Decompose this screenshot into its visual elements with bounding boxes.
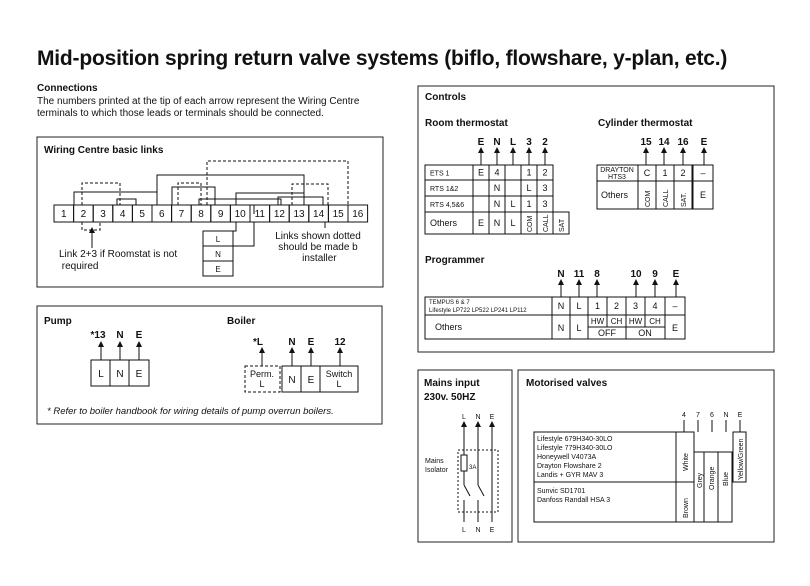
cell-text: N <box>493 218 501 228</box>
pump-arrow-3: E <box>135 330 143 341</box>
cell-text: 1 <box>526 167 532 178</box>
valve-terminal: 6 <box>710 412 714 419</box>
cell-text: – <box>700 168 706 178</box>
mains-top-l: L <box>462 414 466 421</box>
cell-text: E <box>477 218 485 228</box>
cell-text: 2 <box>542 167 548 178</box>
valve-terminal: 4 <box>682 412 686 419</box>
cell <box>473 180 489 196</box>
terminal-number: 4 <box>119 209 126 220</box>
programmer-table <box>425 297 685 339</box>
controls-panel <box>418 86 774 352</box>
pump-heading: Pump <box>44 316 72 327</box>
terminal-number: 12 <box>273 209 285 220</box>
cell-text: N <box>493 199 501 209</box>
terminal-number: 8 <box>198 209 204 220</box>
room-thermostat-arrows <box>478 137 549 165</box>
cell-text: L <box>526 183 532 193</box>
row-label: Others <box>435 322 463 332</box>
fuse-label: 3A <box>469 465 477 471</box>
terminal-number: 11 <box>254 209 265 220</box>
cell-text: 2 <box>613 301 620 311</box>
off-label: OFF <box>598 328 616 338</box>
valve-model: Lifestyle 779H340-30LO <box>537 445 613 452</box>
valves-heading: Motorised valves <box>526 378 608 389</box>
valve-model: Lifestyle 679H340-30LO <box>537 436 613 443</box>
programmer-arrows <box>557 269 679 297</box>
boiler-n: N <box>288 375 296 386</box>
cell-text: CH <box>610 317 623 326</box>
boiler-arrow-2: N <box>288 337 296 348</box>
boiler-perm: Perm. L <box>249 369 275 389</box>
arrow-label: 11 <box>573 269 585 280</box>
boiler-arrow-4: 12 <box>334 337 346 348</box>
valve-model: Drayton Flowshare 2 <box>537 463 602 470</box>
cell-text: 3 <box>542 199 548 209</box>
wire-yellow-green: Yellow/Green <box>738 438 745 480</box>
arrow-label: E <box>477 137 485 148</box>
cell-text: 1 <box>594 301 601 311</box>
mains-top-e: E <box>489 414 495 421</box>
terminal-number: 13 <box>293 209 305 220</box>
cell-text: SAT. <box>681 192 688 207</box>
cell-text: N <box>557 301 565 311</box>
wiring-centre-heading: Wiring Centre basic links <box>44 145 164 156</box>
valve-model: Landis + GYR MAV 3 <box>537 472 604 479</box>
pump-arrow-2: N <box>116 330 124 341</box>
wc-n: N <box>215 250 221 259</box>
terminal-number: 1 <box>61 209 67 220</box>
cell-text: C <box>643 168 651 178</box>
cylinder-thermostat-arrows <box>640 137 707 165</box>
arrow-label: 2 <box>542 137 548 148</box>
cell-text: N <box>493 183 501 193</box>
cell <box>473 196 489 212</box>
boiler-arrow-3: E <box>307 337 315 348</box>
cell <box>505 180 521 196</box>
cell <box>505 165 521 180</box>
wire-brown: Brown <box>683 498 690 518</box>
on-label: ON <box>638 328 652 338</box>
terminal-number: 9 <box>217 209 224 220</box>
boiler-e: E <box>307 375 315 386</box>
terminal-number: 2 <box>80 209 87 220</box>
row-label: HTS3 <box>608 174 626 181</box>
arrow-label: N <box>557 269 565 280</box>
pump-e: E <box>135 369 143 380</box>
controls-heading: Controls <box>425 92 467 103</box>
valve-terminal: N <box>723 412 729 419</box>
wire-blue: Blue <box>723 471 730 486</box>
cell-text: – <box>672 301 678 311</box>
boiler-heading: Boiler <box>227 316 256 327</box>
boiler-switch: Switch L <box>325 369 353 389</box>
row-label: ETS 1 <box>430 170 450 178</box>
arrow-label: E <box>672 269 680 280</box>
cell-text: E <box>699 190 707 200</box>
terminal-number: 3 <box>100 209 106 220</box>
pump-n: N <box>116 369 124 380</box>
pump-boiler-panel <box>37 306 382 424</box>
terminal-number: 10 <box>234 209 246 220</box>
valve-numbers <box>682 412 743 419</box>
row-label: RTS 4,5&6 <box>430 202 465 209</box>
valve-model: Honeywell V4073A <box>537 454 597 461</box>
isolator-label: Mains Isolator <box>425 458 448 474</box>
arrow-label: 10 <box>630 269 642 280</box>
valve-model: Sunvic SD1701 <box>537 488 586 495</box>
row-label: Others <box>430 218 458 228</box>
arrow-label: 16 <box>677 137 689 148</box>
connections-heading: Connections <box>37 83 98 94</box>
mains-sub: 230v. 50HZ <box>424 392 476 403</box>
cell-text: COM <box>645 190 652 207</box>
mains-heading: Mains input <box>424 378 480 389</box>
cell-text: HW <box>628 317 643 326</box>
wire-orange: Orange <box>709 466 716 490</box>
room-thermostat-heading: Room thermostat <box>425 118 508 129</box>
valves-panel <box>518 370 774 542</box>
cell-text: CALL <box>663 189 670 207</box>
arrow-label: L <box>509 137 517 148</box>
connections-text: The numbers printed at the tip of each arrow represent the Wiring Centre terminals to which those leads or terminals should be connected. <box>37 96 360 119</box>
row-label: RTS 1&2 <box>430 186 459 193</box>
wiring-centre-panel <box>37 137 383 287</box>
pump-l: L <box>98 369 104 380</box>
cell-text: L <box>576 301 582 311</box>
wc-l: L <box>215 235 221 244</box>
valve-model: Danfoss Randall HSA 3 <box>537 497 611 504</box>
cell-text: 1 <box>526 199 532 209</box>
row-label: DRAYTON <box>600 167 634 174</box>
cell-text: 4 <box>652 301 658 311</box>
cell-text: COM <box>527 215 534 232</box>
dotted-note: Links shown dotted should be made b installer <box>275 231 361 264</box>
cylinder-thermostat-heading: Cylinder thermostat <box>598 118 693 129</box>
arrow-label: E <box>700 137 708 148</box>
row-label: TEMPUS 6 & 7 <box>429 300 470 306</box>
terminal-number: 5 <box>139 209 145 220</box>
cell-text: 3 <box>632 301 639 311</box>
row-label: Lifestyle LP722 LP522 LP241 LP112 <box>429 308 527 314</box>
valve-group-1 <box>537 436 613 479</box>
valve-group-2 <box>537 488 610 504</box>
page-title: Mid-position spring return valve systems (biflo, flowshare, y-plan, etc.) <box>37 47 728 70</box>
link-note: Link 2+3 if Roomstat is not required <box>59 249 178 272</box>
cell-text: L <box>510 199 516 209</box>
cell-text: SAT <box>559 218 566 232</box>
cell-text: E <box>671 323 679 333</box>
mains-bot-n: N <box>475 527 481 534</box>
cell-text: L <box>576 323 582 333</box>
cell-text: L <box>510 218 516 228</box>
terminal-number: 16 <box>352 209 364 220</box>
cell-text: 1 <box>662 168 668 178</box>
cell-text: CH <box>649 317 661 326</box>
cell-text: E <box>477 167 485 178</box>
cell-text: CALL <box>543 214 550 232</box>
cell-text: 3 <box>542 183 548 193</box>
terminal-strip <box>54 205 368 222</box>
wire-white: White <box>683 453 690 471</box>
arrow-label: 15 <box>640 137 652 148</box>
arrow-label: N <box>493 137 501 148</box>
cylinder-thermostat-table <box>597 165 713 209</box>
boiler-arrow-1: *L <box>253 337 263 348</box>
terminal-number: 6 <box>159 209 165 220</box>
valve-terminal: 7 <box>696 412 700 419</box>
row-label: Others <box>601 190 629 200</box>
arrow-label: 9 <box>652 269 658 280</box>
arrow-label: 8 <box>594 269 600 280</box>
terminal-number: 15 <box>332 209 344 220</box>
cell-text: 4 <box>494 167 500 178</box>
mains-top-n: N <box>475 414 481 421</box>
mains-panel <box>418 370 512 542</box>
mains-bot-e: E <box>489 527 495 534</box>
programmer-heading: Programmer <box>425 255 485 266</box>
cell-text: HW <box>590 317 605 326</box>
cell-text: 2 <box>680 168 686 178</box>
wire-grey: Grey <box>697 472 704 488</box>
footnote: * Refer to boiler handbook for wiring details of pump overrun boilers. <box>47 406 334 417</box>
room-thermostat-table <box>425 165 569 234</box>
terminal-number: 7 <box>178 209 185 220</box>
cell-text: N <box>557 323 565 333</box>
arrow-label: 3 <box>526 137 532 148</box>
valve-terminal: E <box>737 412 743 419</box>
mains-bot-l: L <box>462 527 466 534</box>
pump-arrow-1: *13 <box>90 330 106 341</box>
wc-e: E <box>215 265 221 274</box>
terminal-number: 14 <box>313 209 325 220</box>
arrow-label: 14 <box>658 137 670 148</box>
